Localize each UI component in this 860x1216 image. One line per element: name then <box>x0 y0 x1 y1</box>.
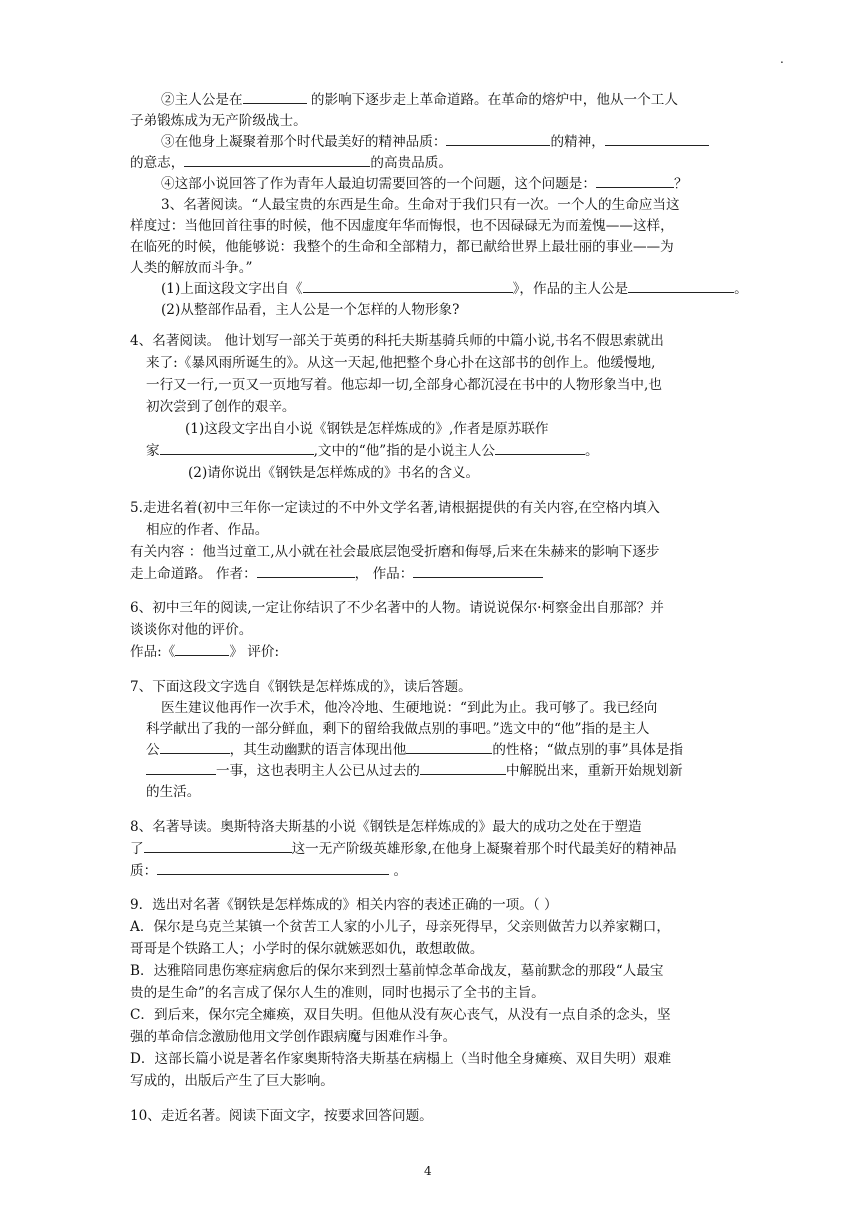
text-line <box>130 563 543 585</box>
text-segment: 7、下面这段文字选自《钢铁是怎样炼成的》，读后答题。 <box>130 679 472 695</box>
text-line <box>185 418 548 440</box>
text-line <box>146 374 662 396</box>
text-line <box>130 676 472 698</box>
text-segment: 》 评价: <box>229 644 280 660</box>
text-segment: 。 <box>389 863 408 879</box>
text-segment: 谈谈你对他的评价。 <box>130 622 253 638</box>
text-line <box>161 173 688 195</box>
answer-blank[interactable] <box>184 152 370 167</box>
text-line <box>130 215 674 237</box>
text-segment: 的意志， <box>130 155 185 171</box>
text-segment: ③在他身上凝聚着那个时代最美好的精神品质： <box>161 134 447 150</box>
text-segment: 的高贵品质。 <box>370 155 452 171</box>
answer-blank[interactable] <box>628 278 734 293</box>
text-line <box>130 894 558 916</box>
text-segment: 来了:《暴风雨所诞生的》。从这一天起,他把整个身心扑在这部书的创作上。他缓慢地, <box>146 355 656 371</box>
text-segment: ④这部小说回答了作为青年人最迫切需要回答的一个问题，这个问题是： <box>161 176 596 192</box>
text-segment: 走上命道路。 作者： <box>130 566 257 582</box>
text-line <box>161 89 678 111</box>
text-segment: 子弟锻炼成为无产阶级战士。 <box>130 113 307 129</box>
answer-blank[interactable] <box>243 89 307 104</box>
answer-blank[interactable] <box>413 563 543 578</box>
text-segment: ？ <box>674 176 688 192</box>
text-segment: ，其生动幽默的语言体现出他 <box>229 742 407 758</box>
text-line <box>130 1105 433 1127</box>
text-line <box>146 781 200 803</box>
text-segment: 了 <box>130 841 144 857</box>
text-line <box>130 938 483 960</box>
text-line <box>130 1004 671 1026</box>
text-line <box>130 960 664 982</box>
text-segment: C．到后来，保尔完全瘫痪，双目失明。但他从没有灰心丧气，从没有一点自杀的念头，坚 <box>130 1007 671 1023</box>
answer-blank[interactable] <box>146 760 216 775</box>
answer-blank[interactable] <box>257 563 355 578</box>
text-segment: 写成的，出版后产生了巨大影响。 <box>130 1073 334 1089</box>
answer-blank[interactable] <box>596 173 674 188</box>
text-line <box>130 330 664 352</box>
text-segment: B．达雅陪同患伤寒症病愈后的保尔来到烈士墓前悼念革命战友，墓前默念的那段“人最宝 <box>130 963 664 979</box>
text-line <box>130 816 642 838</box>
text-segment: (2)请你说出《钢铁是怎样炼成的》书名的含义。 <box>188 465 480 481</box>
text-segment: 一行又一行,一页又一页地写着。他忘却一切,全部身心都沉浸在书中的人物形象当中,也 <box>146 377 662 393</box>
answer-blank[interactable] <box>406 739 492 754</box>
text-segment: 的精神， <box>550 134 605 150</box>
text-segment: ,文中的“他”指的是小说主人公 <box>313 443 495 459</box>
text-line <box>130 152 452 174</box>
text-line <box>130 497 660 519</box>
text-segment: 强的革命信念激励他用文学创作跟病魔与困难作斗争。 <box>130 1029 457 1045</box>
text-segment: 贵的是生命”的名言成了保尔人生的准则，同时也揭示了全书的主旨。 <box>130 985 545 1001</box>
text-segment: 家 <box>146 443 160 459</box>
text-line <box>130 860 407 882</box>
text-segment: 医生建议他再作一次手术，他冷冷地、生硬地说：“到此为止。我可够了。我已经向 <box>161 700 658 716</box>
text-segment: 这一无产阶级英雄形象,在他身上凝聚着那个时代最美好的精神品 <box>291 841 677 857</box>
text-segment: 初次尝到了创作的艰辛。 <box>146 399 296 415</box>
text-segment: 的生活。 <box>146 784 201 800</box>
text-segment: 》，作品的主人公是 <box>512 281 629 297</box>
text-segment: 相应的作者、作品。 <box>146 522 269 538</box>
text-line <box>130 916 670 938</box>
text-line <box>130 1026 456 1048</box>
text-segment: 科学献出了我的一部分鲜血，剩下的留给我做点别的事吧。”选文中的“他”指的是主人 <box>146 721 650 737</box>
text-line <box>161 131 709 153</box>
text-segment: 8、名著导读。奥斯特洛夫斯基的小说《钢铁是怎样炼成的》最大的成功之处在于塑造 <box>130 819 642 835</box>
text-line <box>130 641 279 663</box>
text-segment: (1)这段文字出自小说《钢铁是怎样炼成的》,作者是原苏联作 <box>185 421 549 437</box>
text-line <box>146 440 599 462</box>
text-line <box>146 396 296 418</box>
text-segment: ②主人公是在 <box>161 92 243 108</box>
page-number: 4 <box>424 1164 432 1178</box>
text-segment: 哥哥是个铁路工人；小学时的保尔就嫉恶如仇，敢想敢做。 <box>130 941 484 957</box>
text-line <box>130 110 307 132</box>
answer-blank[interactable] <box>420 760 506 775</box>
answer-blank[interactable] <box>144 838 292 853</box>
text-segment: (1)上面这段文字出自《 <box>161 281 303 297</box>
text-segment: ， 作品： <box>354 566 414 582</box>
text-line <box>130 541 660 563</box>
answer-blank[interactable] <box>446 131 550 146</box>
text-line <box>130 1048 671 1070</box>
text-line <box>130 619 252 641</box>
answer-blank[interactable] <box>605 131 709 146</box>
text-segment: 一事，这也表明主人公已从过去的 <box>216 763 420 779</box>
text-line <box>161 194 680 216</box>
text-line <box>161 299 459 321</box>
text-segment: A．保尔是乌克兰某镇一个贫苦工人家的小儿子，母亲死得早，父亲则做苦力以养家糊口， <box>130 919 670 935</box>
text-segment: 6、初中三年的阅读,一定让你结识了不少名著中的人物。请说说保尔·柯察金出自那部？并 <box>130 600 664 616</box>
answer-blank[interactable] <box>157 860 389 875</box>
answer-blank[interactable] <box>160 739 230 754</box>
header-mark: . <box>780 52 784 66</box>
text-line <box>130 257 253 279</box>
text-line <box>130 1070 334 1092</box>
text-segment: 3、名著阅读。“人最宝贵的东西是生命。生命对于我们只有一次。一个人的生命应当这 <box>161 197 680 213</box>
text-segment: 的影响下逐步走上革命道路。在革命的熔炉中，他从一个工人 <box>306 92 678 108</box>
text-line <box>188 462 479 484</box>
text-line <box>130 838 677 860</box>
text-line <box>161 278 748 300</box>
answer-blank[interactable] <box>303 278 513 293</box>
text-segment: 作品:《 <box>130 644 176 660</box>
text-segment: 5.走进名着(初中三年你一定读过的不中外文学名著,请根据提供的有关内容,在空格内填入 <box>130 500 660 516</box>
text-segment: 10、走近名著。阅读下面文字，按要求回答问题。 <box>130 1108 433 1124</box>
text-segment: 有关内容 ：他当过童工,从小就在社会最底层饱受折磨和侮辱,后来在朱赫来的影响下逐步 <box>130 544 660 560</box>
text-line <box>161 697 657 719</box>
text-segment: 。 <box>584 443 599 459</box>
text-segment: 样度过：当他回首往事的时候，他不因虚度年华而悔恨，也不因碌碌无为而羞愧——这样， <box>130 218 674 234</box>
text-segment: 的性格；“做点别的事”具体是指 <box>492 742 683 758</box>
text-line <box>146 519 268 541</box>
text-segment: 质： <box>130 863 158 879</box>
text-line <box>130 982 545 1004</box>
text-segment: 9．选出对名著《钢铁是怎样炼成的》相关内容的表述正确的一项。（ ） <box>130 897 558 913</box>
text-line <box>146 760 683 782</box>
answer-blank[interactable] <box>160 440 314 455</box>
text-line <box>130 236 674 258</box>
text-segment: 4、名著阅读。 他计划写一部关于英勇的科托夫斯基骑兵师的中篇小说,书名不假思索就出 <box>130 333 664 349</box>
text-segment: 中解脱出来，重新开始规划新 <box>505 763 683 779</box>
text-segment: (2)从整部作品看，主人公是一个怎样的人物形象? <box>161 302 460 318</box>
text-segment: D．这部长篇小说是著名作家奥斯特洛夫斯基在病榻上（当时他全身瘫痪、双目失明）艰难 <box>130 1051 672 1067</box>
text-line <box>146 352 655 374</box>
text-segment: 。 <box>734 281 748 297</box>
text-line <box>146 718 649 740</box>
answer-blank[interactable] <box>175 641 229 656</box>
text-segment: 公 <box>146 742 160 758</box>
text-segment: 人类的解放而斗争。” <box>130 260 253 276</box>
text-segment: 在临死的时候，他能够说：我整个的生命和全部精力，都已献给世界上最壮丽的事业——为 <box>130 239 674 255</box>
answer-blank[interactable] <box>495 440 585 455</box>
text-line <box>130 597 664 619</box>
text-line <box>146 739 683 761</box>
